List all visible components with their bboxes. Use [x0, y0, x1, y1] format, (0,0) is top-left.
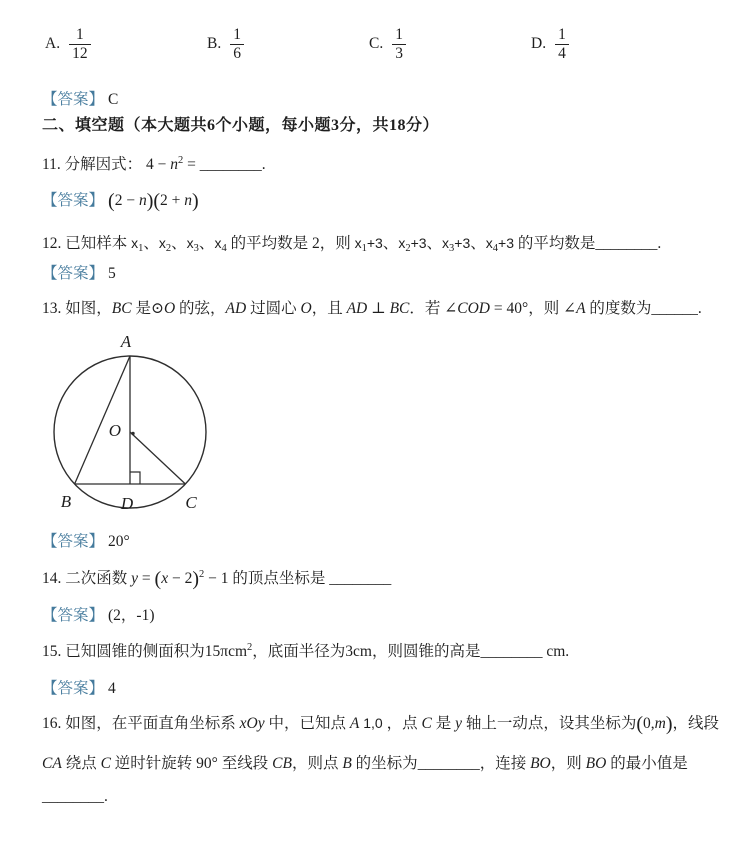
text-segment: 4 [221, 243, 227, 254]
question-16-line2 [42, 751, 727, 773]
text-segment: = [183, 156, 200, 173]
text-segment: 是 [431, 715, 456, 732]
text-segment: 逆时针旋转 90° 至线段 [110, 755, 273, 772]
choice-b-fraction [230, 26, 244, 63]
center-point [131, 432, 134, 435]
text-segment: 过圆心 [246, 300, 301, 317]
text-segment: x [161, 570, 169, 587]
answer-row-13 [42, 529, 727, 551]
diagram-label-A: A [120, 332, 132, 351]
text-segment: BC [389, 300, 410, 317]
choices-row [42, 26, 727, 72]
question-11 [42, 152, 727, 174]
text-segment: 2 [199, 569, 205, 580]
answer-marker: 【答案】 [42, 192, 105, 209]
text-segment: x [158, 235, 166, 251]
text-segment: AD [225, 300, 247, 317]
text-segment: 、 [382, 235, 399, 252]
diagram-label-C: C [185, 493, 197, 512]
text-segment: y [455, 715, 462, 732]
text-segment: C [100, 755, 111, 772]
text-segment: ________ [480, 643, 543, 660]
text-segment: . [261, 156, 266, 173]
question-14 [42, 566, 727, 591]
text-segment: C [421, 715, 432, 732]
choice-c-label: C. [369, 35, 384, 53]
text-segment: A [349, 715, 360, 732]
answer-value: 4 [108, 680, 116, 697]
text-segment: 2 − [114, 192, 139, 209]
text-segment: n [138, 192, 147, 209]
text-segment: 15. 已知圆锥的侧面积为15π [42, 643, 229, 660]
text-segment: − 1 的顶点坐标是 [204, 570, 330, 587]
answer-row-15 [42, 676, 727, 698]
answer-value: 5 [108, 265, 116, 282]
text-segment: y [131, 570, 139, 587]
text-segment: 2 [165, 243, 172, 254]
choice-c-fraction [392, 26, 406, 63]
text-segment: 中，已知点 [264, 715, 350, 732]
text-segment: 的平均数是 2，则 [226, 235, 355, 252]
text-segment: n [170, 156, 179, 173]
text-segment: +3 [366, 235, 383, 251]
fraction-denominator: 3 [392, 44, 406, 63]
text-segment: 16. 如图，在平面直角坐标系 [42, 715, 240, 732]
fraction-numerator: 1 [75, 26, 84, 43]
choice-a-fraction [69, 26, 91, 63]
text-segment: 的最小值是 [606, 755, 688, 772]
choice-a [45, 26, 91, 63]
text-segment: ⊥ [367, 300, 390, 317]
text-segment: . [657, 235, 662, 252]
text-segment: 、 [198, 235, 215, 252]
text-segment: 2 [247, 642, 253, 653]
text-segment: 是⊙ [131, 300, 164, 317]
text-segment: 、 [470, 235, 486, 252]
answer-value: C [108, 91, 119, 108]
text-segment: ，则 [550, 755, 586, 772]
text-segment: )( [146, 190, 161, 212]
answer-row-choice [42, 87, 727, 109]
question-12 [42, 231, 727, 253]
choice-b-label: B. [207, 35, 222, 53]
fraction-numerator: 1 [233, 26, 241, 43]
line-AB [75, 356, 130, 484]
diagram-label-D: D [120, 494, 134, 513]
text-segment: ，且 [311, 300, 347, 317]
text-segment: 2 [178, 155, 184, 166]
text-segment: . [104, 788, 108, 805]
text-segment: BO [585, 755, 607, 772]
text-segment: O [163, 300, 176, 317]
line-OC [130, 432, 185, 484]
fraction-denominator: 12 [69, 44, 91, 63]
choice-d [531, 26, 569, 63]
answer-row-12 [42, 261, 727, 283]
text-segment: A [576, 300, 586, 317]
text-segment: 2 [405, 243, 411, 254]
text-segment: CA [42, 755, 62, 772]
text-segment: 11. 分解因式： 4 − [42, 156, 171, 173]
text-segment: x [485, 235, 493, 251]
text-segment: ________ [595, 235, 658, 252]
answer-marker: 【答案】 [42, 607, 105, 624]
text-segment: x [186, 235, 194, 251]
text-segment: 、 [143, 235, 159, 252]
text-segment: cm [228, 643, 248, 660]
answer-row-14 [42, 603, 727, 625]
section-title: 二、填空题（本大题共6个小题，每小题3分，共18分） [42, 117, 440, 134]
fraction-denominator: 4 [555, 44, 569, 63]
question-16-line1 [42, 711, 727, 736]
text-segment: m [654, 715, 666, 732]
text-segment: ，点 [386, 715, 422, 732]
text-segment: 1 [138, 243, 144, 254]
text-segment: 的平均数是 [514, 235, 596, 252]
text-segment: 3 [193, 243, 199, 254]
fraction-numerator: 1 [395, 26, 403, 43]
text-segment: n [184, 192, 193, 209]
answer-value: 20° [108, 533, 130, 550]
answer-marker: 【答案】 [42, 533, 105, 550]
text-segment: ________ [329, 570, 392, 587]
text-segment: +3 [410, 235, 427, 251]
text-segment: = [138, 570, 155, 587]
text-segment: 4 [492, 243, 499, 254]
text-segment: 0, [643, 715, 655, 732]
text-segment: 的弦， [175, 300, 226, 317]
text-segment: xOy [239, 715, 265, 732]
text-segment: x [214, 235, 222, 251]
text-segment: = 40°，则 ∠ [490, 300, 577, 317]
circle-diagram [28, 330, 253, 522]
choice-a-label: A. [45, 35, 61, 53]
answer-row-11 [42, 188, 727, 213]
text-segment: ( [636, 713, 644, 735]
text-segment: B [342, 755, 352, 772]
text-segment: 1,0 [359, 715, 387, 731]
choice-d-fraction [555, 26, 569, 63]
text-segment: BO [530, 755, 551, 772]
text-segment: x [398, 235, 406, 251]
text-segment: ( [154, 568, 162, 590]
text-segment: . [697, 300, 702, 317]
text-segment: ________ [42, 788, 104, 805]
text-segment: 轴上一动点，设其坐标为 [461, 715, 637, 732]
text-segment: ，连接 [479, 755, 531, 772]
text-segment: x [442, 235, 450, 251]
answer-value: (2，-1) [108, 607, 155, 624]
question-16-line3 [42, 788, 727, 806]
text-segment: ) [665, 713, 673, 735]
text-segment: 1 [361, 243, 367, 254]
text-segment: BC [111, 300, 132, 317]
text-segment: AD [346, 300, 368, 317]
text-segment: ，则点 [291, 755, 343, 772]
text-segment: ______ [651, 300, 698, 317]
text-segment: ．若 ∠ [409, 300, 458, 317]
text-segment: 的坐标为 [351, 755, 418, 772]
fraction-numerator: 1 [558, 26, 566, 43]
text-segment: x [354, 235, 362, 251]
text-segment: ) [192, 190, 199, 212]
text-segment: 14. 二次函数 [42, 570, 132, 587]
text-segment: 3 [449, 243, 455, 254]
text-segment: 、 [426, 235, 443, 252]
diagram-label-B: B [60, 492, 72, 511]
text-segment: +3 [454, 235, 471, 251]
choice-d-label: D. [531, 35, 547, 53]
text-segment: COD [457, 300, 490, 317]
answer-marker: 【答案】 [42, 91, 105, 108]
choice-b [207, 26, 244, 63]
right-angle-mark [130, 472, 140, 484]
text-segment: 12. 已知样本 [42, 235, 132, 252]
text-segment: ________ [199, 156, 262, 173]
text-segment: ，底面半径为3cm，则圆锥的高是 [252, 643, 481, 660]
text-segment: ，线段 [672, 715, 720, 732]
text-segment: ) [192, 568, 200, 590]
text-segment: ( [108, 190, 115, 212]
text-segment: 绕点 [61, 755, 101, 772]
answer-marker: 【答案】 [42, 680, 105, 697]
fraction-denominator: 6 [230, 44, 244, 63]
text-segment: x [131, 235, 139, 251]
text-segment: ________ [417, 755, 480, 772]
text-segment: +3 [498, 235, 514, 251]
text-segment: 的度数为 [585, 300, 652, 317]
question-13 [42, 296, 727, 318]
text-segment: O [300, 300, 312, 317]
choice-c [369, 26, 406, 63]
answer-marker: 【答案】 [42, 265, 105, 282]
question-15 [42, 639, 727, 661]
answer-value [108, 190, 199, 212]
text-segment: 、 [171, 235, 187, 252]
text-segment: cm. [542, 643, 570, 660]
text-segment: − 2 [168, 570, 193, 587]
text-segment: 13. 如图， [42, 300, 112, 317]
text-segment: CB [272, 755, 292, 772]
text-segment: 2 + [160, 192, 185, 209]
diagram-label-O: O [108, 421, 121, 440]
